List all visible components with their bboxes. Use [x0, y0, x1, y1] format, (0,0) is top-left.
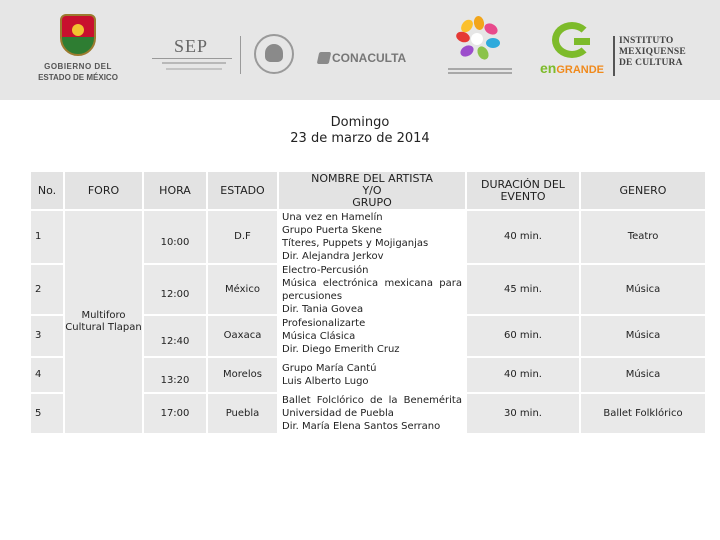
row5-no: 5: [31, 394, 63, 433]
row1-duracion: 40 min.: [467, 211, 579, 263]
row2-estado: México: [208, 265, 277, 314]
national-seal-icon: [254, 34, 294, 74]
row4-artista: Grupo María Cantú Luis Alberto Lugo: [279, 358, 465, 392]
row5-duracion: 30 min.: [467, 394, 579, 433]
coat-of-arms-icon: [60, 14, 96, 56]
col-header-artista: NOMBRE DEL ARTISTA Y/O GRUPO: [279, 172, 465, 209]
row2-artista: Electro-Percusión Música electrónica mexicana para percusiones Dir. Tania Govea: [279, 265, 465, 314]
imc-logo: INSTITUTO MEXIQUENSE DE CULTURA: [613, 36, 693, 76]
row3-genero: Música: [581, 316, 705, 356]
row4-estado: Morelos: [208, 358, 277, 392]
foro-cell: Multiforo Cultural Tlapan: [65, 211, 142, 433]
edomex-logo: [30, 12, 126, 86]
row1-estado: D.F: [208, 211, 277, 263]
row3-artista: Profesionalizarte Música Clásica Dir. Diego Emerith Cruz: [279, 316, 465, 356]
row1-no: 1: [31, 211, 63, 263]
row4-genero: Música: [581, 358, 705, 392]
col-header-genero: GENERO: [581, 172, 705, 209]
flower-logo: [452, 18, 506, 78]
row4-no: 4: [31, 358, 63, 392]
row3-duracion: 60 min.: [467, 316, 579, 356]
row2-no: 2: [31, 265, 63, 314]
conaculta-logo: CONACULTA: [318, 47, 406, 66]
row1-artista: Una vez en Hamelín Grupo Puerta Skene Títeres, Puppets y Mojiganjas Dir. Alejandra Jerkov: [279, 211, 465, 263]
edomex-logo-line1: GOBIERNO DEL: [44, 62, 112, 71]
engrande-logo: enGRANDE: [540, 22, 610, 78]
col-header-foro: FORO: [65, 172, 142, 209]
col-header-duracion: DURACIÓN DEL EVENTO: [467, 172, 579, 209]
row1-genero: Teatro: [581, 211, 705, 263]
row5-genero: Ballet Folklórico: [581, 394, 705, 433]
row3-no: 3: [31, 316, 63, 356]
row2-hora: 12:00: [144, 265, 206, 314]
edomex-logo-line2: ESTADO DE MÉXICO: [38, 73, 118, 82]
row5-hora: 17:00: [144, 394, 206, 433]
row4-duracion: 40 min.: [467, 358, 579, 392]
col-header-no: No.: [31, 172, 63, 209]
row5-artista: Ballet Folclórico de la Benemérita Universidad de Puebla Dir. María Elena Santos Serrano: [279, 394, 465, 433]
col-header-estado: ESTADO: [208, 172, 277, 209]
row3-estado: Oaxaca: [208, 316, 277, 356]
conaculta-icon: [317, 52, 332, 64]
row1-hora: 10:00: [144, 211, 206, 263]
logo-divider: [240, 36, 241, 74]
row2-duracion: 45 min.: [467, 265, 579, 314]
page-title-day: Domingo: [330, 115, 390, 130]
page-title-date: 23 de marzo de 2014: [290, 131, 430, 146]
header-banner: [0, 0, 720, 100]
row2-genero: Música: [581, 265, 705, 314]
sep-logo: SEP: [152, 36, 232, 78]
row4-hora: 13:20: [144, 358, 206, 392]
col-header-hora: HORA: [144, 172, 206, 209]
row3-hora: 12:40: [144, 316, 206, 356]
row5-estado: Puebla: [208, 394, 277, 433]
